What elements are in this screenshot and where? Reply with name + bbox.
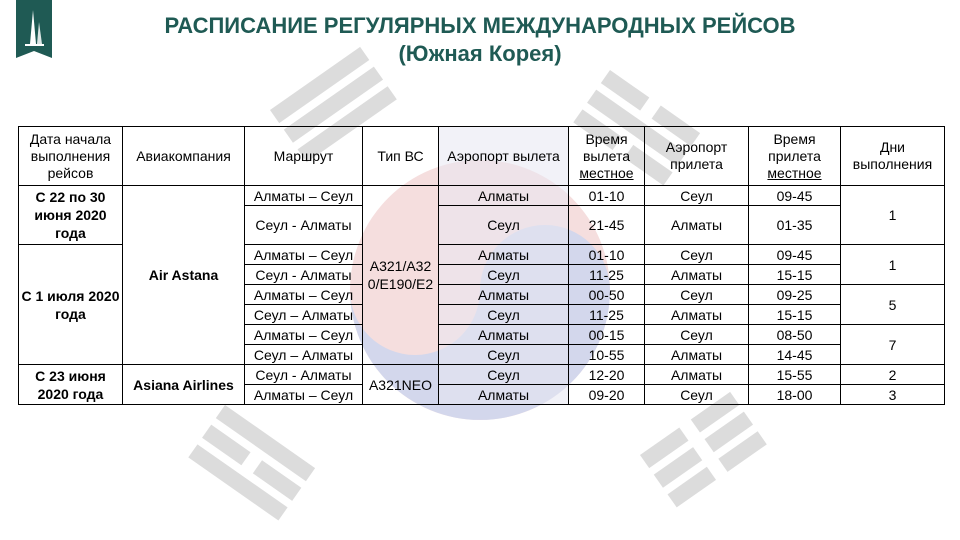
- dep-time-cell: 10-55: [569, 345, 645, 365]
- arr-time-cell: 08-50: [749, 325, 841, 345]
- days-cell: 2: [841, 365, 945, 385]
- route-cell: Алматы – Сеул: [245, 325, 363, 345]
- route-cell: Алматы – Сеул: [245, 245, 363, 265]
- dep-airport-cell: Алматы: [439, 245, 569, 265]
- trigram-bottom-right: [640, 392, 767, 508]
- dep-airport-cell: Сеул: [439, 265, 569, 285]
- arr-airport-cell: Алматы: [645, 206, 749, 245]
- route-cell: Алматы – Сеул: [245, 385, 363, 405]
- days-cell: 1: [841, 245, 945, 285]
- arr-airport-cell: Сеул: [645, 186, 749, 206]
- dep-time-cell: 12-20: [569, 365, 645, 385]
- days-cell: 1: [841, 186, 945, 245]
- route-cell: Алматы – Сеул: [245, 285, 363, 305]
- arr-airport-cell: Алматы: [645, 305, 749, 325]
- table-header-row: [19, 127, 945, 186]
- arr-time-cell: 15-55: [749, 365, 841, 385]
- header-arr-time-label: Время прилета: [768, 130, 821, 164]
- dep-time-cell: 00-15: [569, 325, 645, 345]
- date-cell: С 23 июня 2020 года: [19, 365, 123, 405]
- arr-time-cell: 09-45: [749, 186, 841, 206]
- header-dep-time-local: местное: [579, 164, 634, 181]
- dep-airport-cell: Сеул: [439, 365, 569, 385]
- page-title: [0, 12, 960, 68]
- arr-time-cell: 01-35: [749, 206, 841, 245]
- schedule-table: [18, 126, 945, 405]
- dep-airport-cell: Алматы: [439, 325, 569, 345]
- header-arr-time-local: местное: [767, 164, 822, 181]
- header-arr-airport: Аэропорт прилета: [645, 127, 749, 186]
- dep-time-cell: 00-50: [569, 285, 645, 305]
- header-airline: Авиакомпания: [123, 127, 245, 186]
- arr-airport-cell: Сеул: [645, 325, 749, 345]
- dep-time-cell: 21-45: [569, 206, 645, 245]
- route-cell: Сеул - Алматы: [245, 365, 363, 385]
- arr-time-cell: 15-15: [749, 305, 841, 325]
- header-dep-time: [569, 127, 645, 186]
- table-row: [19, 365, 945, 385]
- header-arr-time: [749, 127, 841, 186]
- dep-time-cell: 09-20: [569, 385, 645, 405]
- table-row: [19, 186, 945, 206]
- dep-airport-cell: Алматы: [439, 385, 569, 405]
- dep-airport-cell: Сеул: [439, 345, 569, 365]
- arr-time-cell: 18-00: [749, 385, 841, 405]
- header-aircraft: Тип ВС: [363, 127, 439, 186]
- header-start-date: Дата начала выполнения рейсов: [19, 127, 123, 186]
- days-cell: 3: [841, 385, 945, 405]
- arr-time-cell: 09-25: [749, 285, 841, 305]
- aircraft-cell: A321/A320/E190/E2: [363, 186, 439, 365]
- dep-airport-cell: Сеул: [439, 305, 569, 325]
- dep-time-cell: 11-25: [569, 305, 645, 325]
- route-cell: Сеул - Алматы: [245, 265, 363, 285]
- arr-time-cell: 15-15: [749, 265, 841, 285]
- arr-time-cell: 09-45: [749, 245, 841, 265]
- dep-time-cell: 01-10: [569, 186, 645, 206]
- header-route: Маршрут: [245, 127, 363, 186]
- route-cell: Сеул - Алматы: [245, 206, 363, 245]
- header-days: Дни выполнения: [841, 127, 945, 186]
- date-cell: С 22 по 30 июня 2020 года: [19, 186, 123, 245]
- airline-cell: Air Astana: [123, 186, 245, 365]
- dep-time-cell: 01-10: [569, 245, 645, 265]
- dep-airport-cell: Алматы: [439, 285, 569, 305]
- days-cell: 5: [841, 285, 945, 325]
- arr-airport-cell: Сеул: [645, 245, 749, 265]
- arr-airport-cell: Сеул: [645, 285, 749, 305]
- arr-airport-cell: Сеул: [645, 385, 749, 405]
- header-dep-airport: Аэропорт вылета: [439, 127, 569, 186]
- arr-airport-cell: Алматы: [645, 265, 749, 285]
- airline-cell: Asiana Airlines: [123, 365, 245, 405]
- route-cell: Алматы – Сеул: [245, 186, 363, 206]
- aircraft-cell: A321NEO: [363, 365, 439, 405]
- arr-airport-cell: Алматы: [645, 345, 749, 365]
- dep-airport-cell: Алматы: [439, 186, 569, 206]
- route-cell: Сеул – Алматы: [245, 305, 363, 325]
- title-line-2: (Южная Корея): [398, 41, 562, 66]
- date-cell: С 1 июля 2020 года: [19, 245, 123, 365]
- trigram-bottom-left: [188, 405, 315, 521]
- header-dep-time-label: Время вылета: [582, 130, 631, 164]
- dep-time-cell: 11-25: [569, 265, 645, 285]
- title-line-1: РАСПИСАНИЕ РЕГУЛЯРНЫХ МЕЖДУНАРОДНЫХ РЕЙСОВ: [164, 13, 796, 38]
- arr-time-cell: 14-45: [749, 345, 841, 365]
- route-cell: Сеул – Алматы: [245, 345, 363, 365]
- dep-airport-cell: Сеул: [439, 206, 569, 245]
- days-cell: 7: [841, 325, 945, 365]
- arr-airport-cell: Алматы: [645, 365, 749, 385]
